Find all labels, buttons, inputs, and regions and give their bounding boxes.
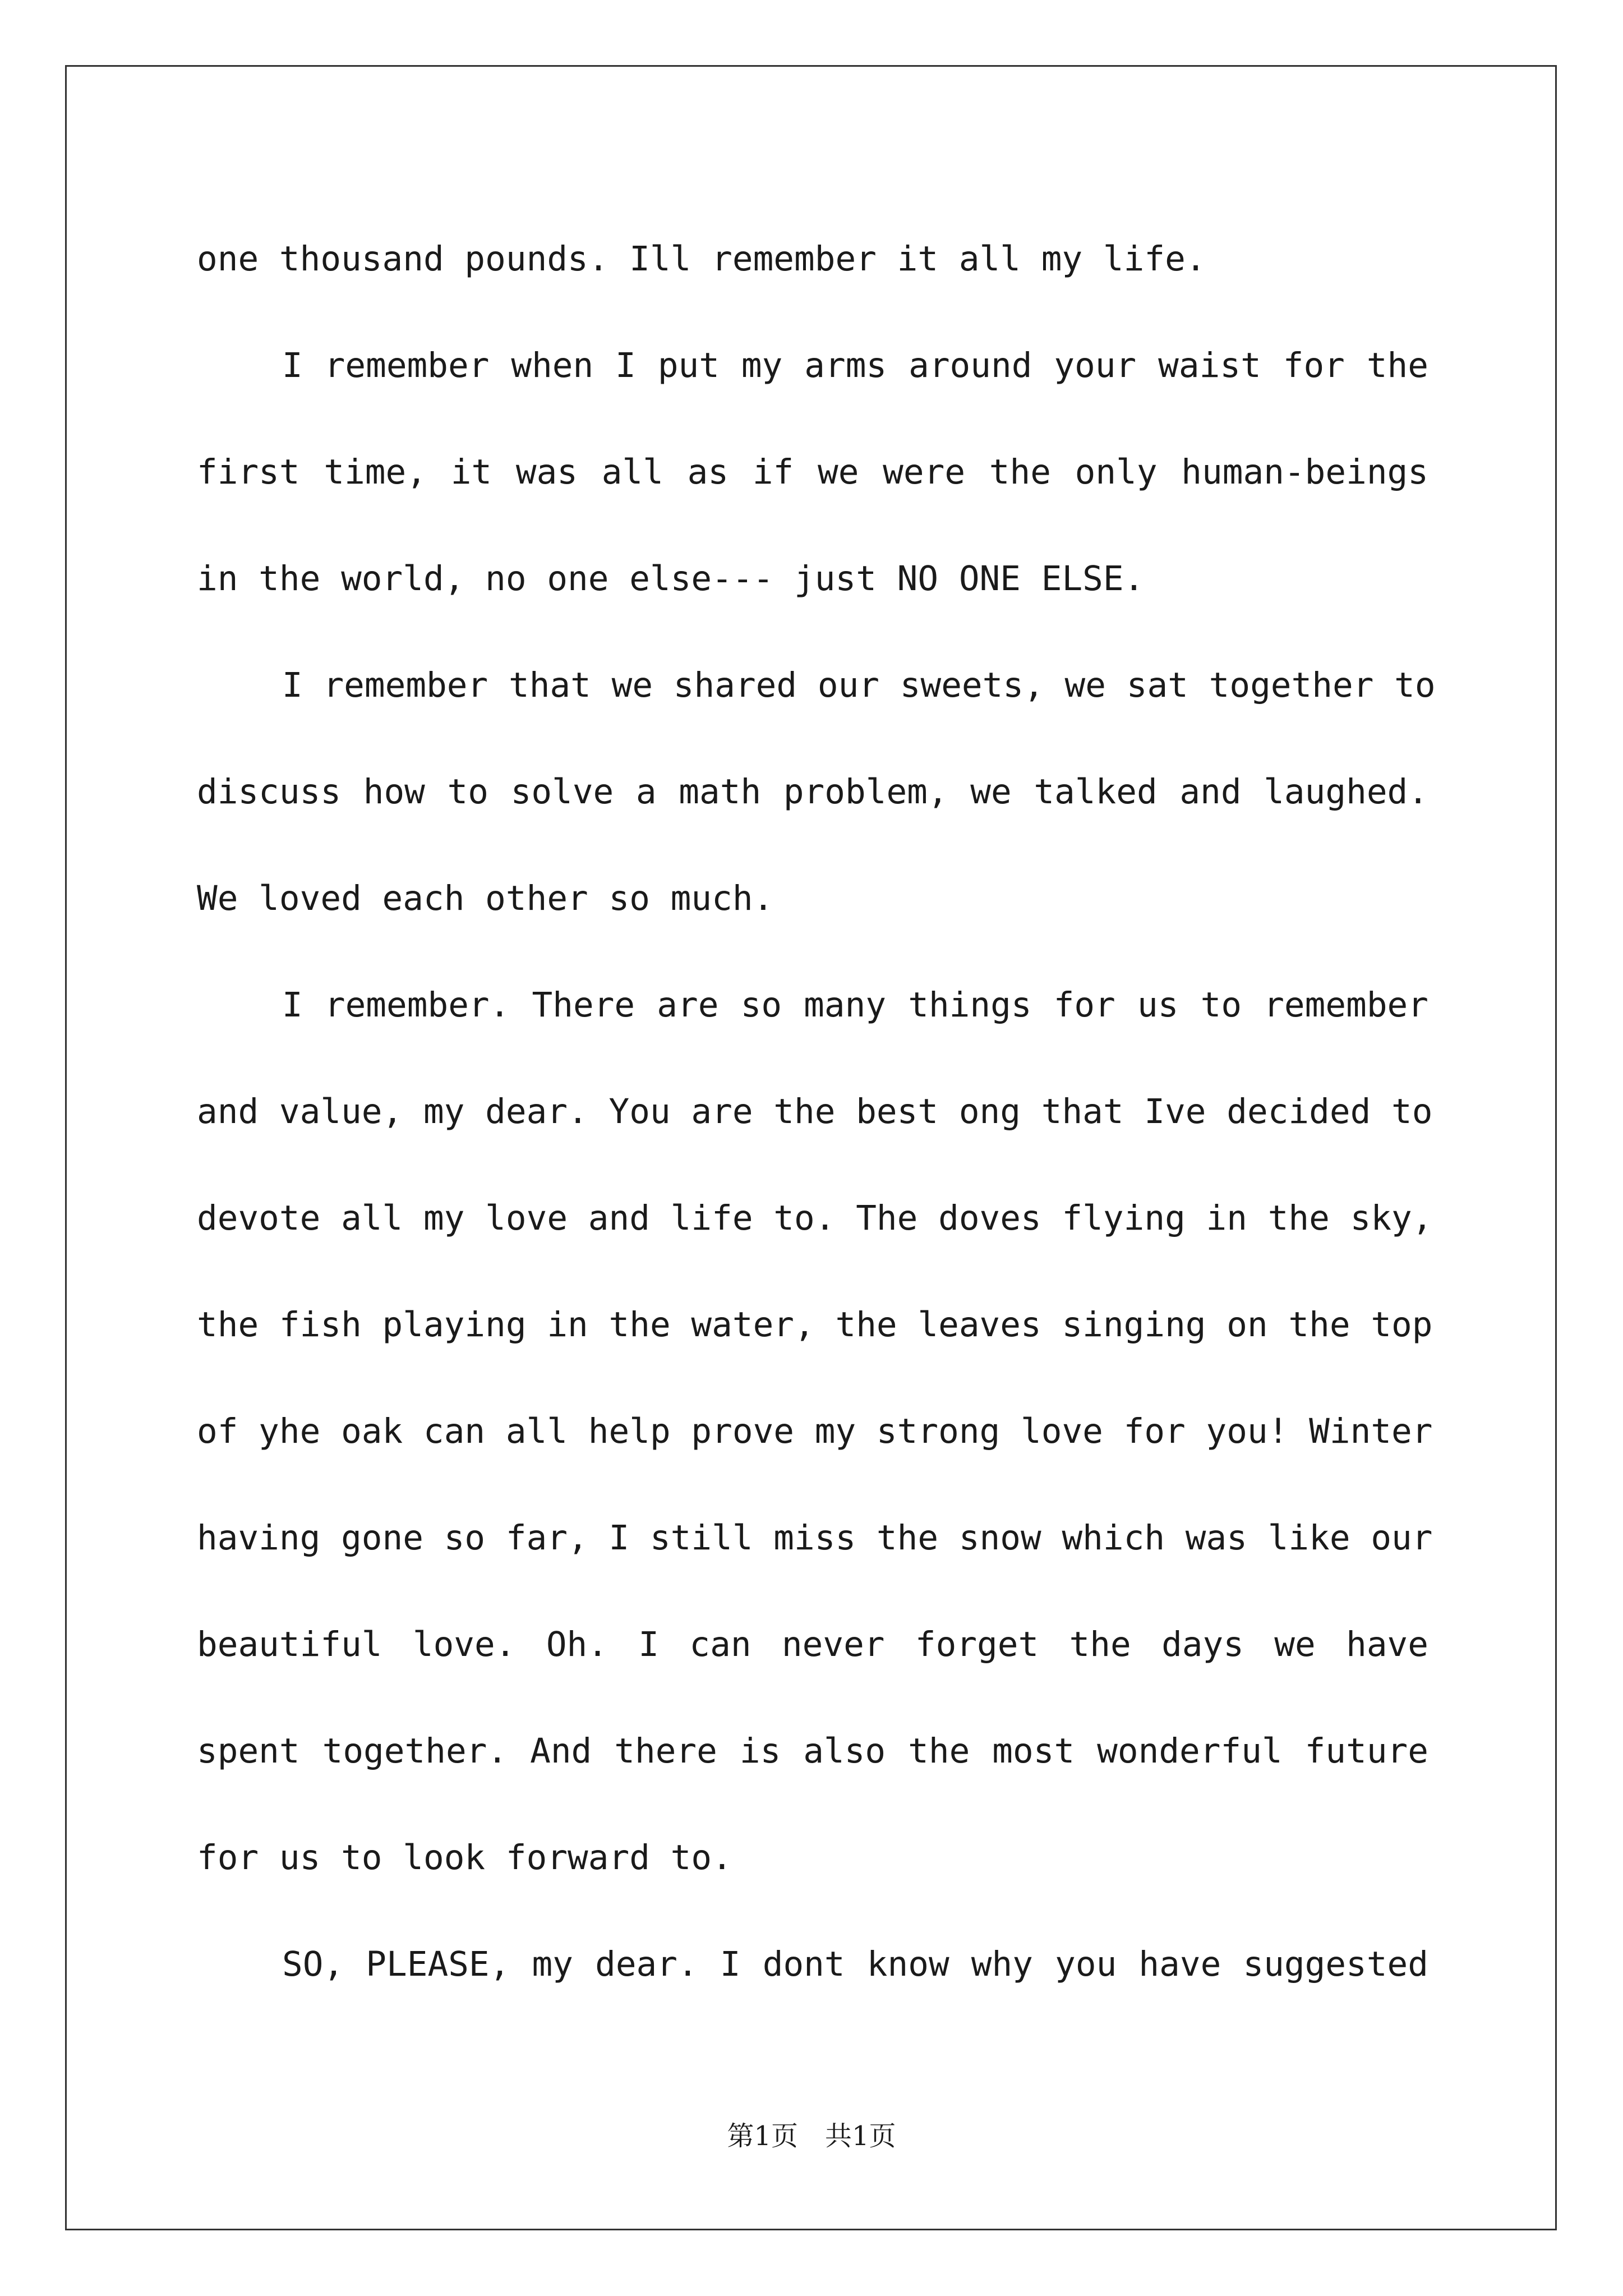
text-line: I remember when I put my arms around your waist for the	[282, 346, 1428, 385]
text-line: discuss how to solve a math problem, we talked and laughed.	[197, 772, 1428, 812]
text-line: beautiful love. Oh. I can never forget the days we have	[197, 1625, 1428, 1664]
text-line: devote all my love and life to. The doves flying in the sky,	[197, 1198, 1433, 1238]
text-line: in the world, no one else--- just NO ONE ELSE.	[197, 559, 1145, 599]
text-line: SO, PLEASE, my dear. I dont know why you have suggested	[282, 1944, 1428, 1984]
document-body	[197, 206, 1436, 2018]
text-line: first time, it was all as if we were the only human-beings	[197, 452, 1428, 492]
text-line: of yhe oak can all help prove my strong love for you! Winter	[197, 1411, 1433, 1451]
text-line: I remember that we shared our sweets, we sat together to	[282, 665, 1436, 705]
page-footer: 第1页 共1页	[727, 2120, 896, 2152]
text-line: I remember. There are so many things for us to remember	[282, 985, 1428, 1025]
text-line: and value, my dear. You are the best ong that Ive decided to	[197, 1092, 1433, 1131]
text-line: one thousand pounds. Ill remember it all my life.	[197, 239, 1206, 279]
text-line: the fish playing in the water, the leaves singing on the top	[197, 1305, 1433, 1345]
text-line: for us to look forward to.	[197, 1838, 732, 1878]
text-line: We loved each other so much.	[197, 878, 774, 918]
text-line: having gone so far, I still miss the snow which was like our	[197, 1518, 1433, 1558]
text-line: spent together. And there is also the most wonderful future	[197, 1731, 1428, 1771]
